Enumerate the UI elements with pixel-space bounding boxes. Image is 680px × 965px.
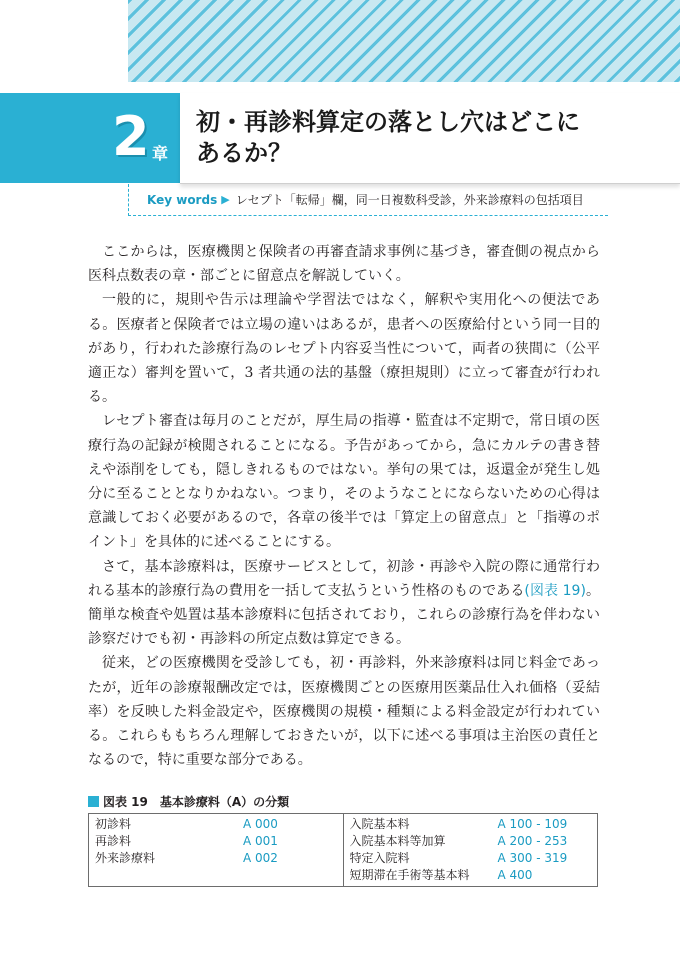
chapter-label: 章: [152, 144, 169, 163]
table-column-left: [89, 814, 343, 886]
fee-code: A 400: [497, 868, 533, 882]
body-text: [88, 240, 600, 772]
decorative-stripe-banner: [128, 0, 680, 82]
table-caption: [88, 793, 289, 810]
chapter-number: 2: [112, 105, 150, 168]
table-row: [350, 833, 592, 850]
paragraph-segment: 。簡単な検査や処置は基本診療料に包括されており，これらの診療行為を伴わない診察だけでも初・再診料の所定点数は算定できる。: [88, 582, 600, 648]
chapter-title-line2: あるか？: [196, 139, 292, 167]
fee-name: 特定入院料: [349, 851, 410, 865]
fee-code: A 300 - 319: [497, 851, 568, 865]
arrow-right-icon: ▶: [221, 193, 230, 206]
table-row: [95, 850, 337, 867]
paragraph: 従来，どの医療機関を受診しても，初・再診料，外来診療料は同じ料金であったが，近年の診療報酬改定では，医療機関ごとの医療用医薬品仕入れ価格（妥結率）を反映した料金設定や，医療機関の規模・種類による料金設定が行われている。これらももちろん理解しておきたいが，以下に述べる事項は主治医の責任となるので，特に重要な部分である。: [88, 655, 600, 769]
table-caption-text: 図表 19 基本診療料（A）の分類: [103, 795, 290, 809]
caption-square-icon: [88, 796, 99, 807]
table-row: [350, 867, 592, 884]
chapter-title-line1: 初・再診料算定の落とし穴はどこに: [196, 108, 580, 136]
paragraph: レセプト審査は毎月のことだが，厚生局の指導・監査は不定期で，常日頃の医療行為の記録が検閲されることになる。予告があってから，急にカルテの書き替えや添削をしても，隠しきれるものではない。挙句の果ては，返還金が発生し処分に至ることとなりかねない。つまり，そのようなことにならないための心得は意識しておく必要があるので，各章の後半では「算定上の留意点」と「指導のポイント」を具体的に述べることにする。: [88, 413, 600, 551]
fee-code: A 002: [243, 851, 278, 865]
fee-code: A 000: [243, 817, 278, 831]
fee-name: 初診料: [95, 817, 132, 831]
table-row: [350, 816, 592, 833]
table-row: [95, 833, 337, 850]
paragraph: ここからは，医療機関と保険者の再審査請求事例に基づき，審査側の視点から医科点数表の章・部ごとに留意点を解説していく。: [88, 244, 600, 285]
table-column-right: [343, 814, 598, 886]
fee-name: 短期滞在手術等基本料: [349, 868, 470, 882]
fee-code: A 100 - 109: [497, 817, 568, 831]
table-row: [95, 816, 337, 833]
fee-code: A 001: [243, 834, 278, 848]
fee-name: 入院基本料: [349, 817, 410, 831]
paragraph: 一般的に，規則や告示は理論や学習法ではなく，解釈や実用化への便法である。医療者と保険者では立場の違いはあるが，患者への医療給付という同一目的があり，行われた診療行為のレセプト内容妥当性について，両者の狭間に（公平適正な）審判を置いて，3 者共通の法的基盤（療担規則）に立って審査が行われる。: [88, 292, 600, 406]
chapter-badge: [0, 93, 180, 183]
fee-code: A 200 - 253: [497, 834, 568, 848]
figure-reference: (図表 19): [524, 582, 586, 599]
keywords-box: [128, 184, 608, 216]
fee-classification-table: [88, 813, 598, 887]
chapter-title: [196, 107, 656, 169]
paragraph-segment: さて，基本診療料は，医療サービスとして，初診・再診や入院の際に通常行われる基本的診療行為の費用を一括して支払うという性格のものである: [88, 558, 600, 599]
fee-name: 再診料: [95, 834, 132, 848]
keywords-label: Key words: [147, 192, 218, 207]
table-row: [350, 850, 592, 867]
paragraph: [88, 555, 600, 652]
fee-name: 入院基本料等加算: [349, 834, 446, 848]
fee-name: 外来診療料: [95, 851, 156, 865]
keywords-text: レセプト「転帰」欄，同一日複数科受診，外来診療料の包括項目: [235, 193, 584, 207]
